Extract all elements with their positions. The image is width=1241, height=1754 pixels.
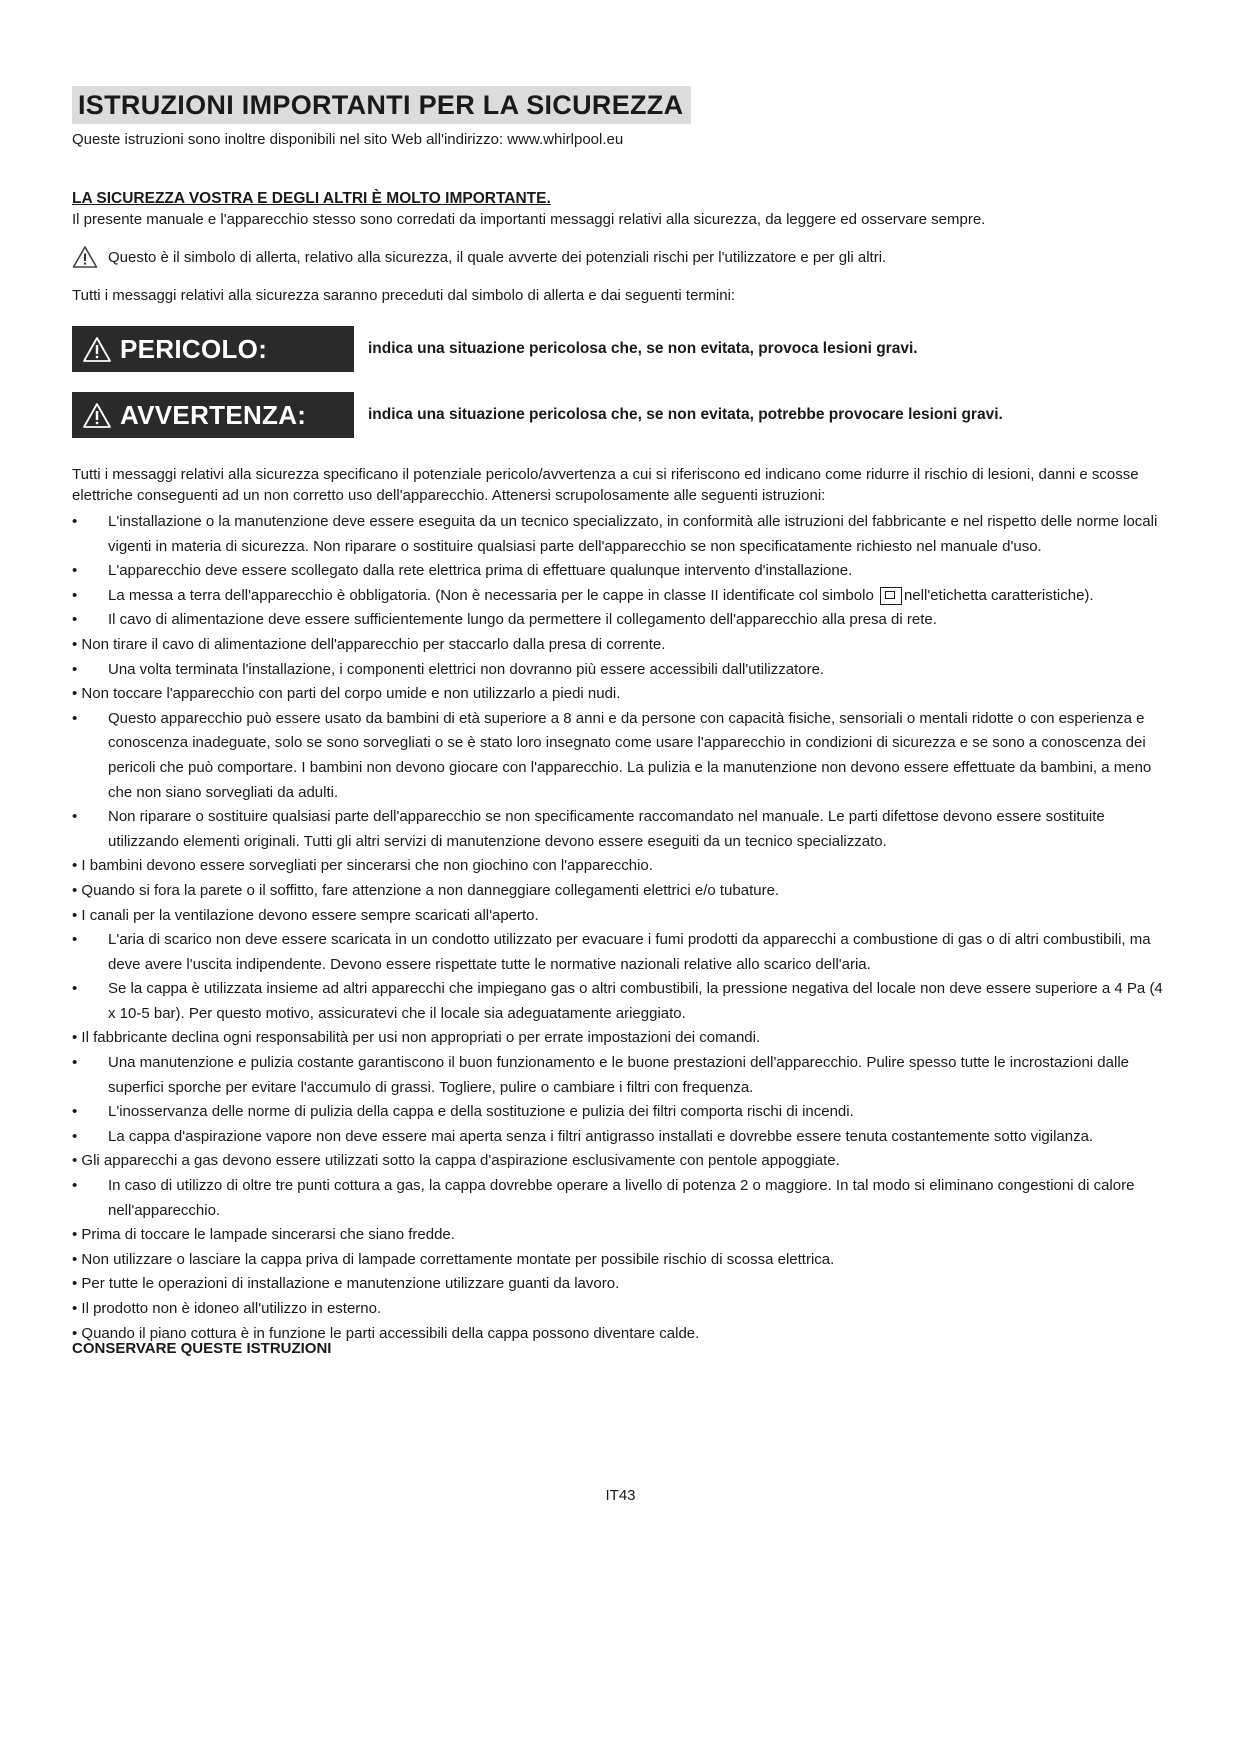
list-item: • Non riparare o sostituire qualsiasi parte dell'apparecchio se non specificamente raccomandato nel manuale. Le parti difettose devono essere sostituite utilizzando elementi originali. Tutti gli altri servizi di manutenzione devono essere eseguiti da un tecnico specializzato. bbox=[72, 805, 1172, 854]
list-item bbox=[72, 584, 1172, 609]
list-item: • L'aria di scarico non deve essere scaricata in un condotto utilizzato per evacuare i fumi prodotti da apparecchi a combustione di gas o di altri combustibili, ma deve avere l'uscita indipendente. Devono essere rispettate tutte le normative nazionali relative allo scarico dell'aria. bbox=[72, 928, 1172, 977]
hazard-label: PERICOLO: bbox=[120, 333, 268, 364]
page-number: IT43 bbox=[605, 1487, 636, 1504]
list-item-text-after: nell'etichetta caratteristiche). bbox=[903, 586, 1094, 604]
conserve-instructions: CONSERVARE QUESTE ISTRUZIONI bbox=[72, 1340, 332, 1357]
list-item-text: La messa a terra dell'apparecchio è obbligatoria. (Non è necessaria per le cappe in classe II identificate col simbolo bbox=[108, 586, 874, 604]
hazard-description: indica una situazione pericolosa che, se non evitata, provoca lesioni gravi. bbox=[368, 340, 918, 357]
list-item: • L'installazione o la manutenzione deve essere eseguita da un tecnico specializzato, in conformità alle istruzioni del fabbricante e nel rispetto delle norme locali vigenti in materia di sicurezza. Non riparare o sostituire qualsiasi parte dell'apparecchio se non specificatamente richiesto nel manuale d'uso. bbox=[72, 510, 1172, 559]
hazard-danger bbox=[72, 326, 1172, 372]
safety-page bbox=[72, 86, 1172, 1346]
safety-heading: LA SICUREZZA VOSTRA E DEGLI ALTRI È MOLTO IMPORTANTE. bbox=[72, 190, 551, 207]
body-intro: Tutti i messaggi relativi alla sicurezza specificano il potenziale pericolo/avvertenza a cui si riferiscono ed indicano come ridurre il rischio di lesioni, danni e scosse elettriche conseguenti ad un non corretto uso dell'apparecchio. Attenersi scrupolosamente alle seguenti istruzioni: bbox=[72, 466, 1139, 504]
list-item: • Non utilizzare o lasciare la cappa priva di lampade correttamente montate per possibile rischio di scossa elettrica. bbox=[72, 1248, 1172, 1273]
manual-text: Il presente manuale e l'apparecchio stesso sono corredati da importanti messaggi relativi alla sicurezza, da leggere ed osservare sempre. bbox=[72, 211, 986, 228]
list-item: • Una manutenzione e pulizia costante garantiscono il buon funzionamento e le buone prestazioni dell'apparecchio. Pulire spesso tutte le incrostazioni dalle superfici sporche per evitare l'accumulo di grassi. Togliere, pulire o cambiare i filtri con frequenza. bbox=[72, 1051, 1172, 1100]
hazard-warning bbox=[72, 392, 1172, 438]
hazard-label-box bbox=[72, 326, 354, 372]
list-item: • I canali per la ventilazione devono essere sempre scaricati all'aperto. bbox=[72, 904, 1172, 929]
list-item: • Una volta terminata l'installazione, i componenti elettrici non dovranno più essere accessibili dall'utilizzatore. bbox=[72, 658, 1172, 683]
list-item: • L'inosservanza delle norme di pulizia della cappa e della sostituzione e pulizia dei filtri comporta rischi di incendi. bbox=[72, 1100, 1172, 1125]
alert-text: Questo è il simbolo di allerta, relativo alla sicurezza, il quale avverte dei potenziali rischi per l'utilizzatore e per gli altri. bbox=[108, 248, 887, 266]
list-item: • Questo apparecchio può essere usato da bambini di età superiore a 8 anni e da persone con capacità fisiche, sensoriali o mentali ridotte o con esperienza e conoscenza inadeguate, solo se sono sorvegliati o se è stato loro insegnato come usare l'apparecchio in condizioni di sicurezza e se sono a conoscenza dei pericoli che può comportare. I bambini non devono giocare con l'apparecchio. La pulizia e la manutenzione non devono essere effettuate da bambini, a meno che non siano sorvegliati da adulti. bbox=[72, 707, 1172, 805]
list-item: • I bambini devono essere sorvegliati per sincerarsi che non giochino con l'apparecchio. bbox=[72, 854, 1172, 879]
warning-triangle-icon bbox=[82, 336, 112, 363]
list-item: • Non tirare il cavo di alimentazione dell'apparecchio per staccarlo dalla presa di corrente. bbox=[72, 633, 1172, 658]
list-item: • L'apparecchio deve essere scollegato dalla rete elettrica prima di effettuare qualunque intervento d'installazione. bbox=[72, 559, 1172, 584]
list-item: • Non toccare l'apparecchio con parti del corpo umide e non utilizzarlo a piedi nudi. bbox=[72, 682, 1172, 707]
list-item: • Per tutte le operazioni di installazione e manutenzione utilizzare guanti da lavoro. bbox=[72, 1272, 1172, 1297]
list-item: • Se la cappa è utilizzata insieme ad altri apparecchi che impiegano gas o altri combustibili, la pressione negativa del locale non deve essere superiore a 4 Pa (4 x 10-5 bar). Per questo motivo, assicuratevi che il locale sia adeguatamente arieggiato. bbox=[72, 977, 1172, 1026]
list-item: • Il fabbricante declina ogni responsabilità per usi non appropriati o per errate impostazioni dei comandi. bbox=[72, 1026, 1172, 1051]
list-item: • In caso di utilizzo di oltre tre punti cottura a gas, la cappa dovrebbe operare a livello di potenza 2 o maggiore. In tal modo si eliminano congestioni di calore nell'apparecchio. bbox=[72, 1174, 1172, 1223]
warning-triangle-icon bbox=[72, 245, 98, 269]
list-item: • Il prodotto non è idoneo all'utilizzo in esterno. bbox=[72, 1297, 1172, 1322]
list-item: • Quando il piano cottura è in funzione le parti accessibili della cappa possono diventare calde. bbox=[72, 1322, 1172, 1347]
warning-triangle-icon bbox=[82, 402, 112, 429]
list-item: • Gli apparecchi a gas devono essere utilizzati sotto la cappa d'aspirazione esclusivamente con pentole appoggiate. bbox=[72, 1149, 1172, 1174]
safety-rules-list bbox=[72, 510, 1172, 1346]
list-item: • Il cavo di alimentazione deve essere sufficientemente lungo da permettere il collegamento dell'apparecchio alla presa di rete. bbox=[72, 608, 1172, 633]
list-item: • Quando si fora la parete o il soffitto, fare attenzione a non danneggiare collegamenti elettrici e/o tubature. bbox=[72, 879, 1172, 904]
all-messages-text: Tutti i messaggi relativi alla sicurezza saranno preceduti dal simbolo di allerta e dai seguenti termini: bbox=[72, 287, 736, 304]
hazard-label-box bbox=[72, 392, 354, 438]
intro-text: Queste istruzioni sono inoltre disponibili nel sito Web all'indirizzo: www.whirlpool.eu bbox=[72, 131, 624, 148]
class-ii-symbol-icon bbox=[880, 587, 902, 605]
list-item: • La cappa d'aspirazione vapore non deve essere mai aperta senza i filtri antigrasso installati e dovrebbe essere tenuta costantemente sotto vigilanza. bbox=[72, 1125, 1172, 1150]
list-item: • Prima di toccare le lampade sincerarsi che siano fredde. bbox=[72, 1223, 1172, 1248]
alert-symbol-line bbox=[72, 245, 1172, 269]
hazard-description: indica una situazione pericolosa che, se non evitata, potrebbe provocare lesioni gravi. bbox=[368, 406, 1003, 423]
page-title: ISTRUZIONI IMPORTANTI PER LA SICUREZZA bbox=[72, 86, 691, 124]
hazard-label: AVVERTENZA: bbox=[120, 399, 307, 430]
